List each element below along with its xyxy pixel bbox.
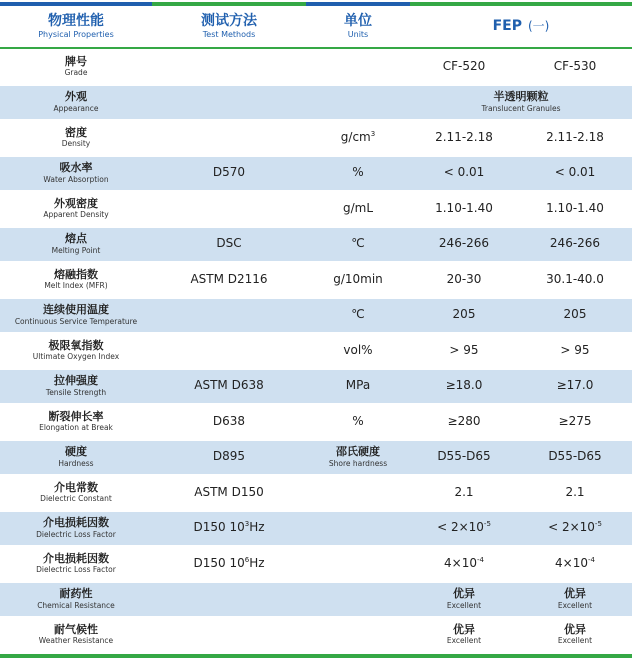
value-cn: 半透明颗粒 bbox=[493, 90, 549, 104]
value: D55-D65 bbox=[548, 449, 602, 464]
property-name-cn: 密度 bbox=[65, 125, 87, 139]
value: 2.1 bbox=[565, 484, 585, 499]
property-cell bbox=[0, 91, 152, 113]
property-name-cn: 吸水率 bbox=[59, 161, 93, 175]
property-name-cn: 牌号 bbox=[65, 54, 87, 68]
method-value: ASTM D638 bbox=[194, 378, 264, 393]
unit-cell bbox=[306, 344, 410, 358]
value: CF-520 bbox=[442, 58, 486, 73]
property-name-cn: 断裂伸长率 bbox=[48, 409, 104, 423]
table-body bbox=[0, 49, 632, 653]
cf520-value-cell bbox=[410, 415, 518, 429]
value: 1.10-1.40 bbox=[546, 200, 604, 215]
property-cell bbox=[0, 269, 152, 291]
property-cell bbox=[0, 375, 152, 397]
method-value: D895 bbox=[212, 449, 246, 464]
table-row bbox=[0, 617, 632, 653]
table-row bbox=[0, 191, 632, 227]
cf530-value-cell bbox=[518, 166, 632, 180]
value: 30.1-40.0 bbox=[546, 271, 604, 286]
unit-cn: 邵氏硬度 bbox=[336, 445, 380, 459]
property-name-en: Melting Point bbox=[51, 245, 101, 255]
table-row bbox=[0, 333, 632, 369]
cf530-value-cell bbox=[518, 521, 632, 535]
property-name-en: Density bbox=[61, 139, 91, 149]
table-row bbox=[0, 227, 632, 263]
header-top-bar bbox=[0, 2, 632, 6]
value: > 95 bbox=[449, 342, 479, 357]
table-row bbox=[0, 49, 632, 85]
property-cell bbox=[0, 304, 152, 326]
value-en: Excellent bbox=[446, 636, 482, 646]
property-name-cn: 耐药性 bbox=[59, 587, 93, 601]
cf520-value-cell bbox=[410, 486, 518, 500]
value-cn: 优异 bbox=[564, 587, 586, 601]
property-cell bbox=[0, 162, 152, 184]
cf520-value-cell bbox=[410, 557, 518, 571]
cf530-value-cell bbox=[518, 588, 632, 610]
property-name-cn: 熔点 bbox=[65, 232, 87, 246]
unit-value: % bbox=[352, 165, 364, 180]
property-name-en: Tensile Strength bbox=[45, 387, 107, 397]
cf530-value-cell bbox=[518, 344, 632, 358]
table-row bbox=[0, 298, 632, 334]
property-name-en: Apparent Density bbox=[43, 210, 109, 220]
unit-cell bbox=[306, 131, 410, 145]
value: > 95 bbox=[560, 342, 590, 357]
value: ≥17.0 bbox=[556, 378, 594, 393]
value: 205 bbox=[452, 307, 476, 322]
unit-cell bbox=[306, 379, 410, 393]
value: 246-266 bbox=[438, 236, 490, 251]
value-cn: 优异 bbox=[564, 622, 586, 636]
value-en: Excellent bbox=[557, 636, 593, 646]
property-name-cn: 熔融指数 bbox=[54, 267, 98, 281]
unit-value: vol% bbox=[343, 342, 373, 357]
property-name-en: Ultimate Oxygen Index bbox=[32, 352, 120, 362]
unit-cell bbox=[306, 202, 410, 216]
method-value: ASTM D150 bbox=[194, 484, 264, 499]
header-physical-properties: 物理性能 Physical Properties bbox=[38, 13, 114, 40]
value-en: Excellent bbox=[446, 600, 482, 610]
method-cell bbox=[152, 166, 306, 180]
method-cell bbox=[152, 379, 306, 393]
property-cell bbox=[0, 340, 152, 362]
cf530-value-cell bbox=[518, 624, 632, 646]
value: $4\times 10^{-4}$ bbox=[555, 555, 595, 570]
property-name-cn: 介电损耗因数 bbox=[43, 551, 109, 565]
property-name-en: Hardness bbox=[58, 458, 94, 468]
property-name-en: Water Absorption bbox=[43, 174, 109, 184]
table-row bbox=[0, 262, 632, 298]
property-cell bbox=[0, 588, 152, 610]
cf530-value-cell bbox=[518, 131, 632, 145]
value: 246-266 bbox=[549, 236, 601, 251]
cf530-value-cell bbox=[518, 237, 632, 251]
header-units: 单位 Units bbox=[344, 13, 372, 40]
table-row bbox=[0, 156, 632, 192]
unit-value: MPa bbox=[345, 378, 371, 393]
property-name-en: Grade bbox=[64, 68, 88, 78]
value-en: Translucent Granules bbox=[481, 103, 561, 113]
method-cell bbox=[152, 486, 306, 500]
cf520-value-cell bbox=[410, 588, 518, 610]
value: < $2\times 10^{-5}$ bbox=[548, 520, 602, 535]
value: 1.10-1.40 bbox=[435, 200, 493, 215]
method-value: D570 bbox=[212, 165, 246, 180]
property-name-en: Chemical Resistance bbox=[37, 600, 115, 610]
value: 20-30 bbox=[446, 271, 482, 286]
table-row bbox=[0, 85, 632, 121]
property-cell bbox=[0, 233, 152, 255]
table-header bbox=[0, 6, 632, 49]
cf530-value-cell bbox=[518, 415, 632, 429]
table-row bbox=[0, 546, 632, 582]
method-cell bbox=[152, 237, 306, 251]
property-cell bbox=[0, 127, 152, 149]
unit-value: g/10min bbox=[333, 271, 383, 286]
property-cell bbox=[0, 411, 152, 433]
table-row bbox=[0, 511, 632, 547]
unit-cell bbox=[306, 446, 410, 468]
value: 2.11-2.18 bbox=[546, 129, 604, 144]
property-name-en: Dielectric Loss Factor bbox=[36, 529, 116, 539]
value-span-cell bbox=[410, 91, 632, 113]
property-name-en: Dielectric Loss Factor bbox=[36, 565, 116, 575]
property-cell bbox=[0, 624, 152, 646]
value: CF-530 bbox=[553, 58, 597, 73]
cf530-value-cell bbox=[518, 60, 632, 74]
cf520-value-cell bbox=[410, 166, 518, 180]
property-cell bbox=[0, 482, 152, 504]
unit-value: g/mL bbox=[342, 200, 374, 215]
property-name-cn: 外观密度 bbox=[54, 196, 98, 210]
table-row bbox=[0, 440, 632, 476]
header-test-methods: 测试方法 Test Methods bbox=[201, 13, 257, 40]
method-cell bbox=[152, 557, 306, 571]
value: < 0.01 bbox=[554, 165, 596, 180]
method-cell bbox=[152, 450, 306, 464]
method-cell bbox=[152, 521, 306, 535]
method-value: ASTM D2116 bbox=[190, 271, 268, 286]
cf530-value-cell bbox=[518, 379, 632, 393]
value: $4\times 10^{-4}$ bbox=[444, 555, 484, 570]
cf520-value-cell bbox=[410, 60, 518, 74]
value: 2.11-2.18 bbox=[435, 129, 493, 144]
value-cn: 优异 bbox=[453, 622, 475, 636]
table-row bbox=[0, 369, 632, 405]
unit-cell bbox=[306, 308, 410, 322]
value-en: Excellent bbox=[557, 600, 593, 610]
value: 2.1 bbox=[454, 484, 474, 499]
property-cell bbox=[0, 198, 152, 220]
property-name-cn: 硬度 bbox=[65, 445, 87, 459]
cf520-value-cell bbox=[410, 131, 518, 145]
cf530-value-cell bbox=[518, 450, 632, 464]
property-name-cn: 连续使用温度 bbox=[43, 303, 109, 317]
cf530-value-cell bbox=[518, 273, 632, 287]
value: ≥280 bbox=[447, 413, 481, 428]
property-cell bbox=[0, 553, 152, 575]
cf520-value-cell bbox=[410, 379, 518, 393]
method-cell bbox=[152, 273, 306, 287]
property-cell bbox=[0, 517, 152, 539]
header-fep: FEP (一) bbox=[492, 18, 550, 35]
unit-cell bbox=[306, 273, 410, 287]
property-name-cn: 拉伸强度 bbox=[54, 374, 98, 388]
table-row bbox=[0, 404, 632, 440]
property-name-en: Continuous Service Temperature bbox=[14, 316, 138, 326]
method-value: DSC bbox=[216, 236, 242, 251]
method-cell bbox=[152, 415, 306, 429]
property-name-cn: 介电常数 bbox=[54, 480, 98, 494]
unit-cell bbox=[306, 237, 410, 251]
property-name-cn: 外观 bbox=[65, 90, 87, 104]
table-row bbox=[0, 120, 632, 156]
property-name-cn: 耐气候性 bbox=[54, 622, 98, 636]
value: < $2\times 10^{-5}$ bbox=[437, 520, 491, 535]
property-name-cn: 极限氧指数 bbox=[48, 338, 104, 352]
cf520-value-cell bbox=[410, 237, 518, 251]
table-row bbox=[0, 475, 632, 511]
table-row bbox=[0, 582, 632, 618]
cf520-value-cell bbox=[410, 344, 518, 358]
properties-table bbox=[0, 2, 632, 658]
cf520-value-cell bbox=[410, 273, 518, 287]
unit-value: ℃ bbox=[351, 307, 365, 322]
cf530-value-cell bbox=[518, 486, 632, 500]
table-bottom-bar bbox=[0, 654, 632, 658]
value: D55-D65 bbox=[437, 449, 491, 464]
unit-en: Shore hardness bbox=[328, 458, 388, 468]
property-name-en: Dielectric Constant bbox=[40, 494, 112, 504]
property-name-en: Elongation at Break bbox=[39, 423, 113, 433]
cf520-value-cell bbox=[410, 521, 518, 535]
cf520-value-cell bbox=[410, 624, 518, 646]
value: < 0.01 bbox=[443, 165, 485, 180]
unit-value: $g/cm^3$ bbox=[340, 129, 376, 144]
property-name-en: Melt Index (MFR) bbox=[44, 281, 108, 291]
method-value: D150 $10^6Hz$ bbox=[193, 555, 265, 570]
method-value: D150 $10^3Hz$ bbox=[193, 520, 265, 535]
unit-value: ℃ bbox=[351, 236, 365, 251]
unit-value: % bbox=[352, 413, 364, 428]
property-name-en: Appearance bbox=[53, 103, 99, 113]
cf520-value-cell bbox=[410, 308, 518, 322]
method-value: D638 bbox=[212, 413, 246, 428]
unit-cell bbox=[306, 415, 410, 429]
value: 205 bbox=[563, 307, 587, 322]
cf520-value-cell bbox=[410, 450, 518, 464]
value-cn: 优异 bbox=[453, 587, 475, 601]
value: ≥18.0 bbox=[445, 378, 483, 393]
value: ≥275 bbox=[558, 413, 592, 428]
cf530-value-cell bbox=[518, 308, 632, 322]
cf530-value-cell bbox=[518, 557, 632, 571]
cf530-value-cell bbox=[518, 202, 632, 216]
property-cell bbox=[0, 56, 152, 78]
cf520-value-cell bbox=[410, 202, 518, 216]
property-cell bbox=[0, 446, 152, 468]
property-name-cn: 介电损耗因数 bbox=[43, 516, 109, 530]
unit-cell bbox=[306, 166, 410, 180]
property-name-en: Weather Resistance bbox=[38, 636, 114, 646]
